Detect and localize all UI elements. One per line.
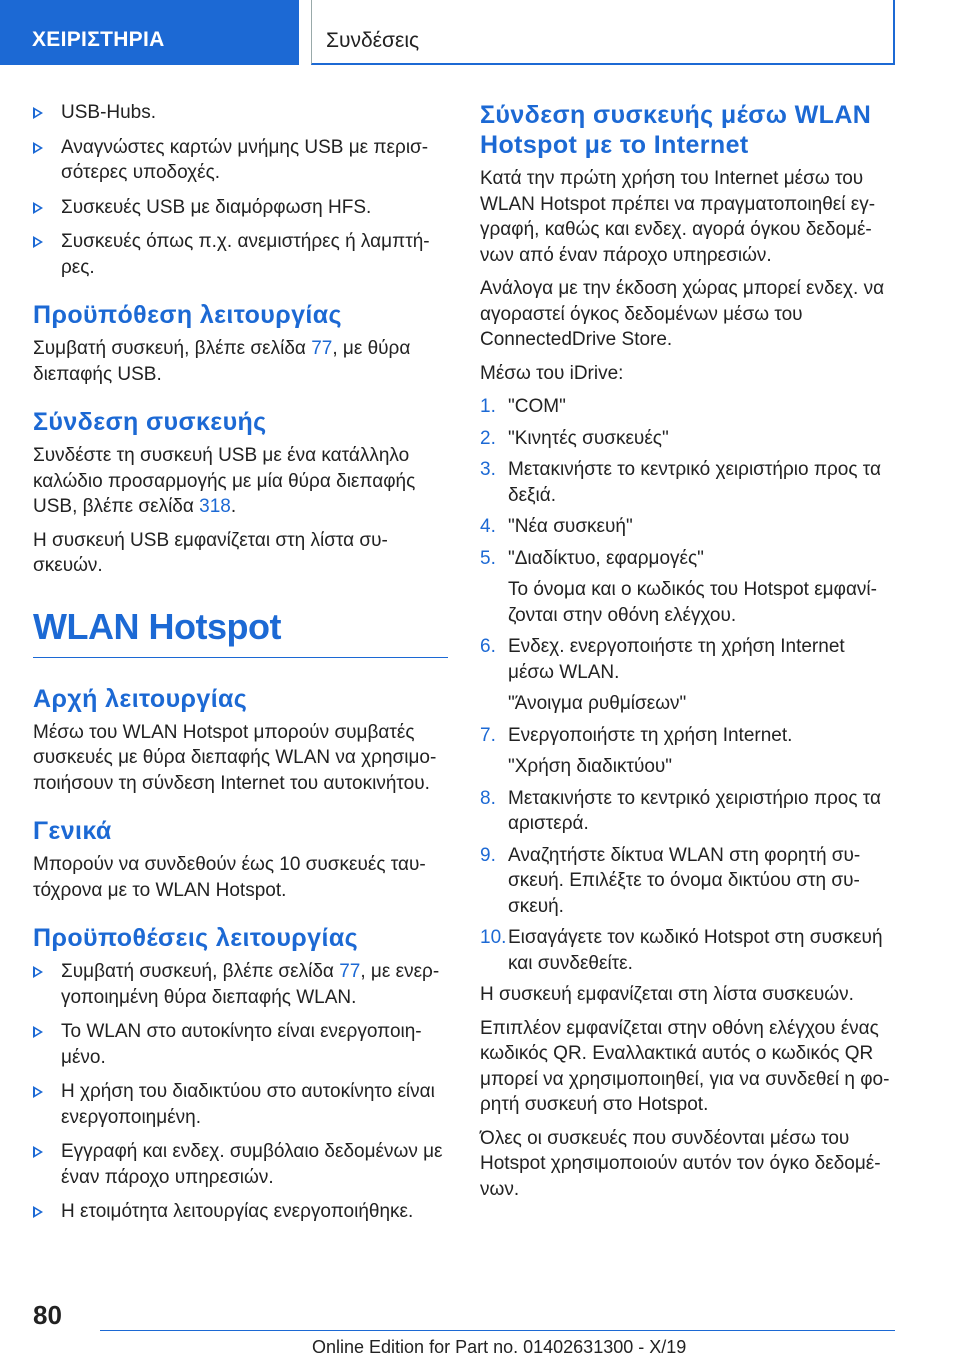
requirement-text: Συμβατή συσκευή, βλέπε σελίδα 77, με θύρα διεπαφής USB. [33, 338, 411, 385]
triangle-bullet-icon [33, 1146, 43, 1158]
step-item: 8. Μετακινήστε το κεντρικό χειριστήριο προς τα αριστερά. [480, 787, 881, 834]
triangle-bullet-icon [33, 107, 43, 119]
step-item: 4. "Νέα συσκευή" [480, 516, 633, 537]
step-item: 9. Αναζητήστε δίκτυα WLAN στη φορητή συ-σκευή. Επιλέξτε το όνομα δικτύου στη συ-σκευή. [480, 844, 861, 917]
list-item: Εγγραφή και ενδεχ. συμβόλαιο δεδομένων με έναν πάροχο υπηρεσιών. [33, 1139, 448, 1190]
triangle-bullet-icon [33, 966, 43, 978]
list-item: Συσκευές όπως π.χ. ανεμιστήρες ή λαμπτή-ρες. [33, 229, 448, 280]
step-item: 1. "COM" [480, 396, 566, 417]
page-link[interactable]: 77 [339, 961, 361, 982]
heading-connect-internet: Σύνδεση συσκευής μέσω WLAN Hotspot με το Internet [480, 101, 872, 159]
paragraph: Όλες οι συσκευές που συνδέονται μέσω του Hotspot χρησιμοποιούν αυτόν τον όγκο δεδομέ-νων. [480, 1127, 881, 1200]
heading-requirement: Προϋπόθεση λειτουργίας [33, 301, 342, 329]
list-item: Συσκευές USB με διαμόρφωση HFS. [33, 195, 448, 221]
unsupported-devices-list [33, 100, 448, 280]
connect-text-2: Η συσκευή USB εμφανίζεται στη λίστα συ-σκευών. [33, 529, 388, 576]
chapter-title: ΧΕΙΡΙΣΤΗΡΙΑ [32, 28, 165, 51]
list-item: Η χρήση του διαδικτύου στο αυτοκίνητο είναι ενεργοποιημένη. [33, 1079, 448, 1130]
step-item: 10. Εισαγάγετε τον κωδικό Hotspot στη συσκευή και συνδεθείτε. [480, 927, 883, 974]
list-item: Η ετοιμότητα λειτουργίας ενεργοποιήθηκε. [33, 1199, 448, 1225]
right-column [480, 100, 895, 1210]
footer-divider [100, 1330, 895, 1331]
triangle-bullet-icon [33, 202, 43, 214]
section-title: Συνδέσεις [326, 29, 420, 52]
connect-text: Συνδέστε τη συσκευή USB με ένα κατάλληλο καλώδιο προσαρμογής με μία θύρα διεπαφής USB, βλέπε σελίδα 318. [33, 445, 416, 517]
page-link[interactable]: 318 [199, 496, 231, 517]
requirements-list [33, 959, 448, 1225]
paragraph: Κατά την πρώτη χρήση του Internet μέσω του WLAN Hotspot πρέπει να πραγματοποιηθεί εγ-γραφή, καθώς και ενδεχ. αγορά όγκου δεδομέ-νων από έναν πάροχο υπηρεσιών. [480, 168, 876, 266]
triangle-bullet-icon [33, 1026, 43, 1038]
heading-wlan-hotspot: WLAN Hotspot [33, 605, 448, 658]
list-item: Το WLAN στο αυτοκίνητο είναι ενεργοποιη-μένο. [33, 1019, 448, 1070]
list-item: Συμβατή συσκευή, βλέπε σελίδα 77, με ενερ-γοποιημένη θύρα διεπαφής WLAN. [33, 959, 448, 1010]
step-item: 5. "Διαδίκτυο, εφαρμογές" Το όνομα και ο κωδικός του Hotspot εμφανί-ζονται στην οθόνη ελέγχου. [480, 547, 877, 626]
left-column [33, 100, 448, 1234]
step-item: 3. Μετακινήστε το κεντρικό χειριστήριο προς τα δεξιά. [480, 459, 881, 506]
paragraph: Η συσκευή εμφανίζεται στη λίστα συσκευών. [480, 984, 854, 1005]
triangle-bullet-icon [33, 236, 43, 248]
page-number: 80 [33, 1300, 62, 1330]
triangle-bullet-icon [33, 142, 43, 154]
general-text: Μπορούν να συνδεθούν έως 10 συσκευές ταυ-τόχρονα με το WLAN Hotspot. [33, 854, 426, 901]
paragraph: Μέσω του iDrive: [480, 362, 624, 384]
list-item: USB-Hubs. [33, 100, 448, 126]
paragraph: Ανάλογα με την έκδοση χώρας μπορεί ενδεχ. να αγοραστεί όγκος δεδομένων μέσω του ConnectedDrive Store. [480, 278, 885, 350]
triangle-bullet-icon [33, 1206, 43, 1218]
step-item: 2. "Κινητές συσκευές" [480, 427, 669, 449]
list-item: Αναγνώστες καρτών μνήμης USB με περισ-σότερες υποδοχές. [33, 135, 448, 186]
heading-general: Γενικά [33, 817, 112, 845]
heading-connect-device: Σύνδεση συσκευής [33, 408, 267, 436]
triangle-bullet-icon [33, 1086, 43, 1098]
step-item: 7. Ενεργοποιήστε τη χρήση Internet. "Χρήση διαδικτύου" [480, 724, 793, 777]
section-tab [311, 0, 895, 65]
paragraph: Επιπλέον εμφανίζεται στην οθόνη ελέγχου ένας κωδικός QR. Εναλλακτικά αυτός ο κωδικός QR μπορεί να χρησιμοποιηθεί, για να συνδεθεί η φο-ρητή συσκευή στο Hotspot. [480, 1017, 890, 1115]
heading-principle: Αρχή λειτουργίας [33, 684, 248, 713]
step-item: 6. Ενδεχ. ενεργοποιήστε τη χρήση Internet μέσω WLAN. "Άνοιγμα ρυθμίσεων" [480, 636, 845, 714]
page-link[interactable]: 77 [311, 338, 333, 359]
chapter-tab [0, 0, 299, 65]
heading-requirements: Προϋποθέσεις λειτουργίας [33, 924, 358, 952]
steps-list [480, 394, 895, 976]
footer-edition: Online Edition for Part no. 01402631300 - X/19 [312, 1337, 687, 1357]
principle-text: Μέσω του WLAN Hotspot μπορούν συμβατές συσκευές με θύρα διεπαφής WLAN να χρησιμο-ποιήσουν τη σύνδεση Internet του αυτοκινήτου. [33, 721, 437, 794]
